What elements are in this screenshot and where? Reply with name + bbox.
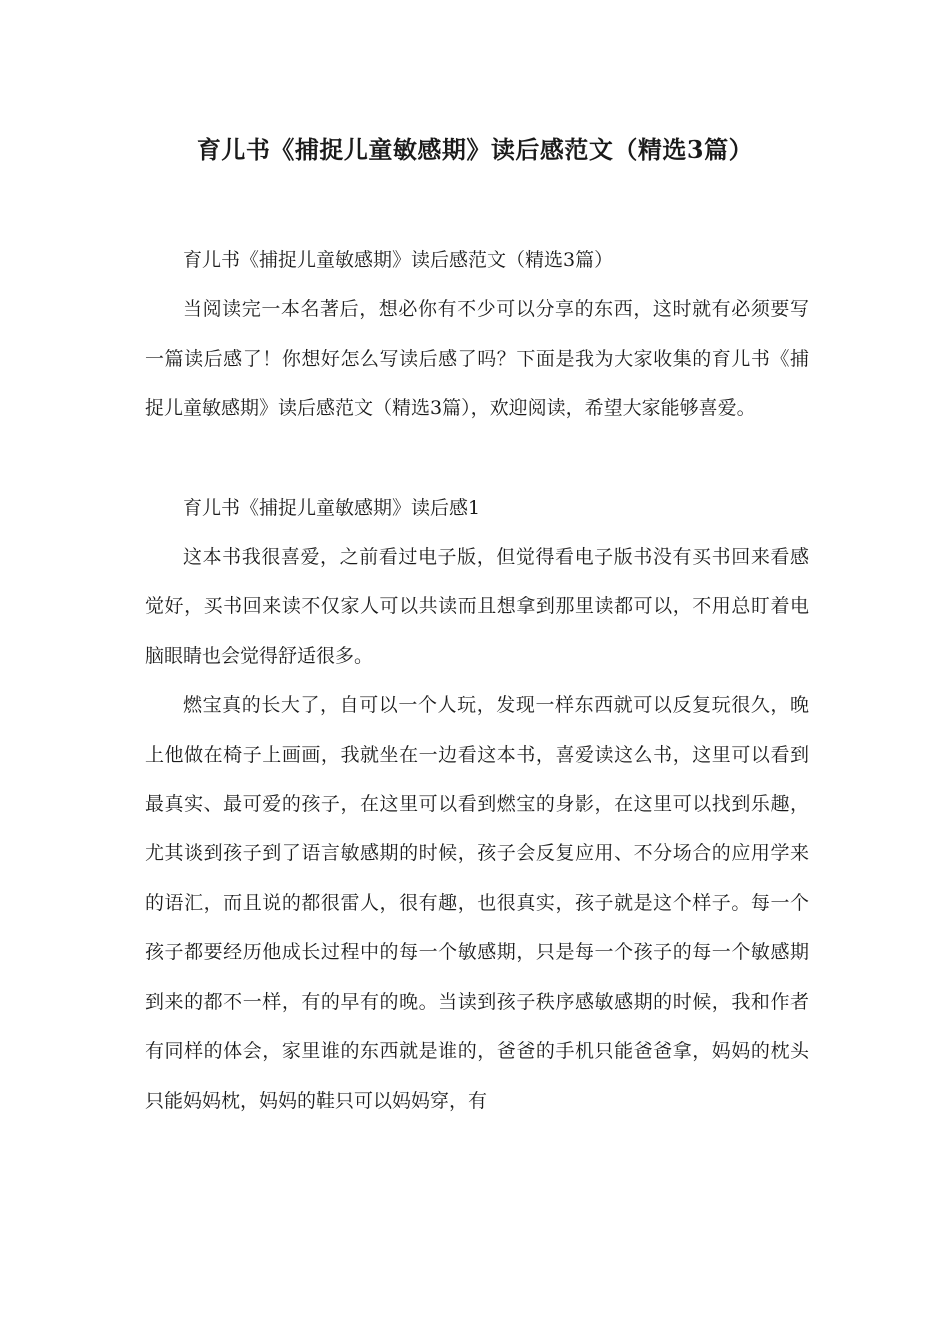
paragraph-body-1: 这本书我很喜爱，之前看过电子版，但觉得看电子版书没有买书回来看感觉好，买书回来读不仅家人可以共读而且想拿到那里读都可以，不用总盯着电脑眼睛也会觉得舒适很多。 <box>145 546 809 667</box>
paragraph-body-2: 燃宝真的长大了，自可以一个人玩，发现一样东西就可以反复玩很久，晚上他做在椅子上画画，我就坐在一边看这本书，喜爱读这么书，这里可以看到最真实、最可爱的孩子，在这里可以看到燃宝的身影，在这里可以找到乐趣，尤其谈到孩子到了语言敏感期的时候，孩子会反复应用、不分场合的应用学来的语汇，而且说的都很雷人，很有趣，也很真实，孩子就是这个样子。每一个孩子都要经历他成长过程中的每一个敏感期，只是每一个孩子的每一个敏感期到来的都不一样，有的早有的晚。当读到孩子秩序感敏感期的时候，我和作者有同样的体会，家里谁的东西就是谁的，爸爸的手机只能爸爸拿，妈妈的枕头只能妈妈枕，妈妈的鞋只可以妈妈穿，有 <box>145 694 809 1112</box>
paragraph-intro: 当阅读完一本名著后，想必你有不少可以分享的东西，这时就有必须要写一篇读后感了！你想好怎么写读后感了吗？下面是我为大家收集的育儿书《捕捉儿童敏感期》读后感范文（精选3篇），欢迎阅读，希望大家能够喜爱。 <box>145 298 809 420</box>
section-heading-1: 育儿书《捕捉儿童敏感期》读后感1 <box>183 496 481 519</box>
document-title: 育儿书《捕捉儿童敏感期》读后感范文（精选3篇） <box>196 135 754 164</box>
document-body <box>145 236 809 1126</box>
paragraph-subtitle: 育儿书《捕捉儿童敏感期》读后感范文（精选3篇） <box>183 249 614 271</box>
